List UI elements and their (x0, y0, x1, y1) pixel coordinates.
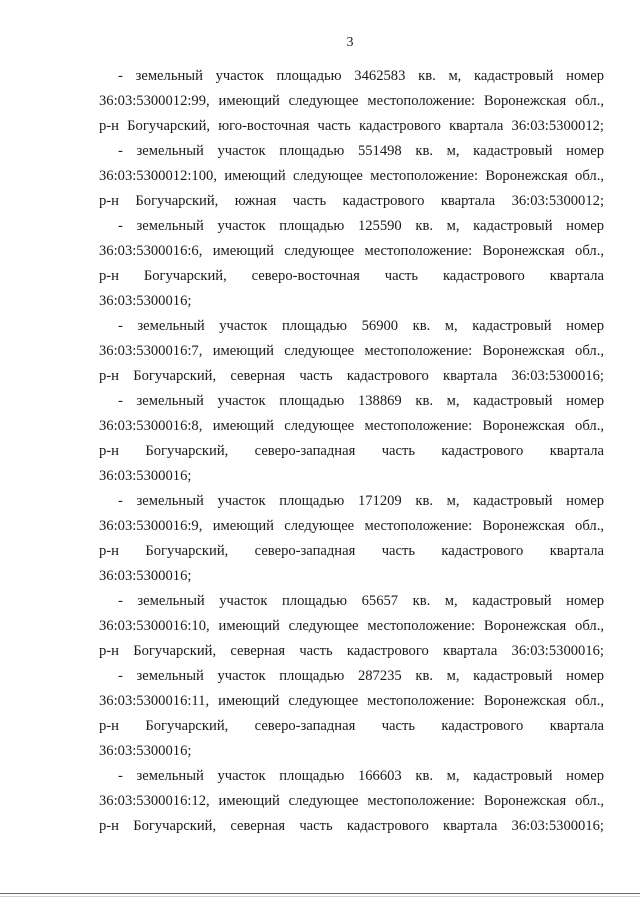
land-plot-item (99, 314, 604, 389)
page-number: 3 (346, 35, 354, 50)
land-plot-item (99, 489, 604, 589)
item-line: 36:03:5300016; (99, 743, 192, 759)
item-line: р-н Богучарский, северо-восточная часть кадастрового квартала (99, 268, 604, 284)
land-plot-item (99, 139, 604, 214)
item-line: р-н Богучарский, северо-западная часть кадастрового квартала (99, 543, 604, 559)
item-first-line: - земельный участок площадью 138869 кв. м, кадастровый номер (118, 393, 604, 409)
item-line: 36:03:5300016:11, имеющий следующее местоположение: Воронежская обл., (99, 693, 604, 709)
item-line: 36:03:5300016:10, имеющий следующее местоположение: Воронежская обл., (99, 618, 604, 634)
item-line: 36:03:5300012:99, имеющий следующее местоположение: Воронежская обл., (99, 93, 604, 109)
item-line: р-н Богучарский, южная часть кадастрового квартала 36:03:5300012; (99, 193, 604, 209)
item-line: 36:03:5300016:7, имеющий следующее местоположение: Воронежская обл., (99, 343, 604, 359)
item-line: р-н Богучарский, северная часть кадастрового квартала 36:03:5300016; (99, 818, 604, 834)
item-first-line: - земельный участок площадью 3462583 кв. м, кадастровый номер (118, 68, 604, 84)
item-line: 36:03:5300016; (99, 468, 192, 484)
item-first-line: - земельный участок площадью 56900 кв. м, кадастровый номер (118, 318, 604, 334)
item-line: 36:03:5300016:12, имеющий следующее местоположение: Воронежская обл., (99, 793, 604, 809)
page-bottom-rule (0, 893, 640, 894)
item-first-line: - земельный участок площадью 65657 кв. м, кадастровый номер (118, 593, 604, 609)
item-line: 36:03:5300016; (99, 293, 192, 309)
land-plot-item (99, 64, 604, 139)
item-first-line: - земельный участок площадью 171209 кв. м, кадастровый номер (118, 493, 604, 509)
land-plot-item (99, 764, 604, 839)
item-line: р-н Богучарский, северо-западная часть кадастрового квартала (99, 443, 604, 459)
item-first-line: - земельный участок площадью 166603 кв. м, кадастровый номер (118, 768, 604, 784)
land-plot-item (99, 214, 604, 314)
land-plot-item (99, 664, 604, 764)
item-line: 36:03:5300016:6, имеющий следующее местоположение: Воронежская обл., (99, 243, 604, 259)
item-line: 36:03:5300016; (99, 568, 192, 584)
item-line: р-н Богучарский, юго-восточная часть кадастрового квартала 36:03:5300012; (99, 118, 604, 134)
item-line: 36:03:5300016:8, имеющий следующее местоположение: Воронежская обл., (99, 418, 604, 434)
land-plot-item (99, 589, 604, 664)
item-line: 36:03:5300016:9, имеющий следующее местоположение: Воронежская обл., (99, 518, 604, 534)
item-first-line: - земельный участок площадью 551498 кв. м, кадастровый номер (118, 143, 604, 159)
item-first-line: - земельный участок площадью 287235 кв. м, кадастровый номер (118, 668, 604, 684)
land-plot-item (99, 389, 604, 489)
item-line: 36:03:5300012:100, имеющий следующее местоположение: Воронежская обл., (99, 168, 604, 184)
item-line: р-н Богучарский, северная часть кадастрового квартала 36:03:5300016; (99, 368, 604, 384)
item-first-line: - земельный участок площадью 125590 кв. м, кадастровый номер (118, 218, 604, 234)
item-line: р-н Богучарский, северо-западная часть кадастрового квартала (99, 718, 604, 734)
page-bottom-rule-shadow (0, 896, 640, 897)
document-body (99, 64, 604, 839)
item-line: р-н Богучарский, северная часть кадастрового квартала 36:03:5300016; (99, 643, 604, 659)
